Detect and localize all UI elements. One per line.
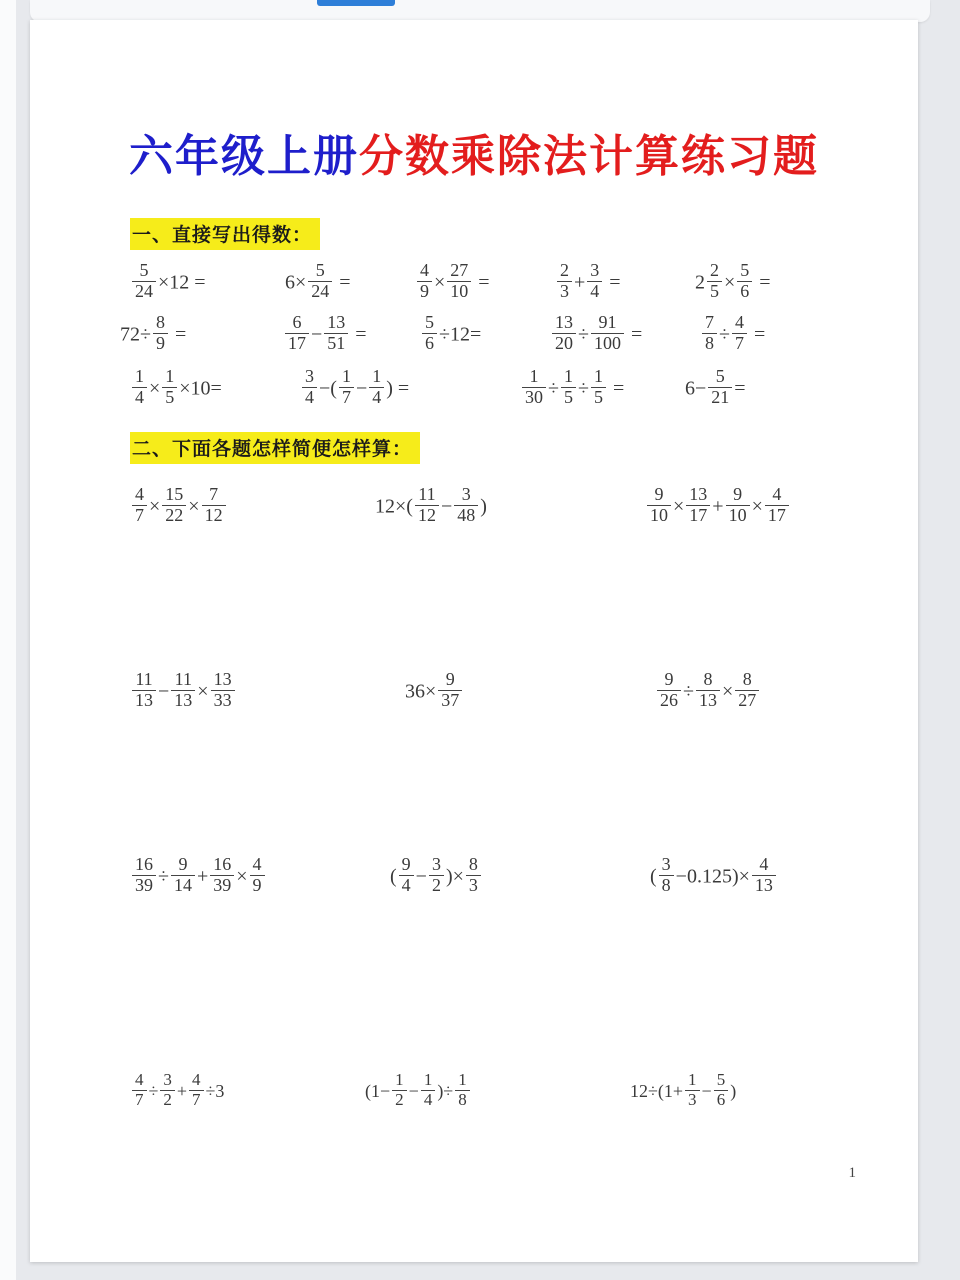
fraction: $\frac{5}{6}$ <box>422 313 437 353</box>
fraction: $\frac{9}{10}$ <box>647 485 671 525</box>
fraction: $\frac{5}{24}$ <box>132 261 156 301</box>
fraction: $\frac{11}{13}$ <box>171 670 195 710</box>
fraction: $\frac{8}{13}$ <box>696 670 720 710</box>
fraction: $\frac{4}{7}$ <box>132 485 147 525</box>
math-problem: $\frac{13}{20}$ ÷ $\frac{91}{100}$ = <box>550 316 700 356</box>
fraction: $\frac{8}{3}$ <box>466 855 481 895</box>
fraction: $\frac{3}{2}$ <box>429 855 444 895</box>
fraction: $\frac{5}{6}$ <box>737 261 752 301</box>
fraction: $\frac{2}{3}$ <box>557 261 572 301</box>
fraction: $\frac{4}{13}$ <box>752 855 776 895</box>
math-problem: $\frac{2}{3}$ + $\frac{3}{4}$ = <box>555 264 695 304</box>
fraction: $\frac{13}{20}$ <box>552 313 576 353</box>
fraction: $\frac{5}{21}$ <box>708 367 732 407</box>
fraction: $\frac{8}{27}$ <box>735 670 759 710</box>
fraction: $\frac{1}{2}$ <box>392 1071 407 1109</box>
fraction: $\frac{4}{7}$ <box>732 313 747 353</box>
fraction: $\frac{5}{24}$ <box>308 261 332 301</box>
math-problem: $\frac{3}{4}$ −( $\frac{1}{7}$ − $\frac{1}{4}$ ) = <box>300 370 520 410</box>
fraction: $\frac{9}{26}$ <box>657 670 681 710</box>
fraction: $\frac{9}{4}$ <box>399 855 414 895</box>
fraction: $\frac{4}{7}$ <box>132 1071 147 1109</box>
fraction: $\frac{8}{9}$ <box>153 313 168 353</box>
math-problem: $\frac{6}{17}$ − $\frac{13}{51}$ = <box>283 316 420 356</box>
math-problem: 12×( $\frac{11}{12}$ − $\frac{3}{48}$ ) <box>375 484 487 525</box>
page-title-red: 分数乘除法计算练习题 <box>359 132 819 181</box>
fraction: $\frac{1}{7}$ <box>339 367 354 407</box>
fraction: $\frac{13}{51}$ <box>324 313 348 353</box>
math-problem: $\frac{1}{30}$ ÷ $\frac{1}{5}$ ÷ $\frac{1}{5}$ = <box>520 370 685 410</box>
page-title <box>30 120 918 181</box>
math-problem: $\frac{4}{9}$ × $\frac{27}{10}$ = <box>415 264 555 304</box>
section-2-row-1 <box>30 478 918 538</box>
fraction: $\frac{3}{4}$ <box>302 367 317 407</box>
math-problem: 6− $\frac{5}{21}$ = <box>685 366 746 407</box>
fraction: $\frac{7}{12}$ <box>202 485 226 525</box>
fraction: $\frac{16}{39}$ <box>210 855 234 895</box>
math-problem: $\frac{1}{4}$ × $\frac{1}{5}$ ×10= <box>130 370 300 410</box>
section-1-row-1 <box>30 258 918 310</box>
section-1-row-2 <box>30 310 918 362</box>
math-problem: 6× $\frac{5}{24}$ = <box>285 260 351 301</box>
math-problem: $\frac{5}{24}$ ×12 = <box>130 264 285 304</box>
fraction: $\frac{1}{8}$ <box>455 1071 470 1109</box>
fraction: $\frac{11}{12}$ <box>415 485 439 525</box>
top-toolbar-edge <box>30 0 930 22</box>
fraction: $\frac{11}{13}$ <box>132 670 156 710</box>
fraction: $\frac{3}{8}$ <box>659 855 674 895</box>
fraction: $\frac{9}{14}$ <box>171 855 195 895</box>
section-1-heading <box>130 218 918 250</box>
fraction: $\frac{1}{3}$ <box>685 1071 700 1109</box>
math-problem: $\frac{5}{6}$ ÷12= <box>420 316 550 356</box>
section-2-row-2 <box>30 663 918 723</box>
math-problem: (1− $\frac{1}{2}$ − $\frac{1}{4}$ )÷ $\frac{1}{8}$ <box>365 1074 630 1112</box>
fraction: $\frac{3}{4}$ <box>587 261 602 301</box>
fraction: $\frac{15}{22}$ <box>162 485 186 525</box>
math-problem: ( $\frac{9}{4}$ − $\frac{3}{2}$ )× $\frac{8}{3}$ <box>390 858 650 898</box>
fraction: $\frac{9}{10}$ <box>726 485 750 525</box>
math-problem: $\frac{9}{10}$ × $\frac{13}{17}$ + $\frac{9}{10}$ × $\frac{4}{17}$ <box>645 488 791 528</box>
fraction: $\frac{4}{17}$ <box>765 485 789 525</box>
fraction: $\frac{13}{17}$ <box>686 485 710 525</box>
fraction: $\frac{3}{2}$ <box>160 1071 175 1109</box>
math-problem: $\frac{9}{26}$ ÷ $\frac{8}{13}$ × $\frac{8}{27}$ <box>655 673 761 713</box>
section-2-row-4 <box>30 1063 918 1123</box>
fraction: $\frac{1}{4}$ <box>421 1071 436 1109</box>
math-problem: $\frac{4}{7}$ × $\frac{15}{22}$ × $\frac{7}{12}$ <box>130 488 375 528</box>
fraction: $\frac{1}{4}$ <box>369 367 384 407</box>
section-2-heading-text: 二、下面各题怎样简便怎样算： <box>130 432 420 464</box>
fraction: $\frac{2}{5}$ <box>707 261 722 301</box>
fraction: $\frac{3}{48}$ <box>454 485 478 525</box>
fraction: $\frac{9}{37}$ <box>438 670 462 710</box>
math-problem: 72÷ $\frac{8}{9}$ = <box>120 312 187 353</box>
section-1-heading-text: 一、直接写出得数： <box>130 218 320 250</box>
fraction: $\frac{91}{100}$ <box>591 313 624 353</box>
fraction: $\frac{7}{8}$ <box>702 313 717 353</box>
math-problem: $\frac{16}{39}$ ÷ $\frac{9}{14}$ + $\frac{16}{39}$ × $\frac{4}{9}$ <box>130 858 390 898</box>
math-problem: ( $\frac{3}{8}$ −0.125)× $\frac{4}{13}$ <box>650 858 778 898</box>
fraction: $\frac{1}{5}$ <box>591 367 606 407</box>
section-2-heading <box>130 432 918 464</box>
fraction: $\frac{4}{9}$ <box>250 855 265 895</box>
fraction: $\frac{27}{10}$ <box>447 261 471 301</box>
worksheet-page <box>30 20 918 1262</box>
section-2-row-3 <box>30 848 918 908</box>
fraction: $\frac{4}{7}$ <box>189 1071 204 1109</box>
page-title-blue: 六年级上册 <box>129 132 359 181</box>
fraction: $\frac{1}{30}$ <box>522 367 546 407</box>
fraction: $\frac{6}{17}$ <box>285 313 309 353</box>
math-problem: $\frac{11}{13}$ − $\frac{11}{13}$ × $\frac{13}{33}$ <box>130 673 405 713</box>
fraction: $\frac{1}{4}$ <box>132 367 147 407</box>
fraction: $\frac{4}{9}$ <box>417 261 432 301</box>
math-problem: 2 $\frac{2}{5}$ × $\frac{5}{6}$ = <box>695 260 771 301</box>
section-1-row-3 <box>30 362 918 418</box>
fraction: $\frac{16}{39}$ <box>132 855 156 895</box>
fraction: $\frac{13}{33}$ <box>211 670 235 710</box>
fraction: $\frac{1}{5}$ <box>561 367 576 407</box>
math-problem: $\frac{7}{8}$ ÷ $\frac{4}{7}$ = <box>700 316 765 356</box>
top-accent-bar <box>317 0 395 6</box>
page-number: 1 <box>848 1165 856 1181</box>
math-problem: 36× $\frac{9}{37}$ <box>405 673 655 713</box>
math-problem: 12÷(1+ $\frac{1}{3}$ − $\frac{5}{6}$ ) <box>630 1070 737 1109</box>
fraction: $\frac{1}{5}$ <box>162 367 177 407</box>
math-problem: $\frac{4}{7}$ ÷ $\frac{3}{2}$ + $\frac{4}{7}$ ÷3 <box>130 1074 365 1112</box>
fraction: $\frac{5}{6}$ <box>714 1071 729 1109</box>
